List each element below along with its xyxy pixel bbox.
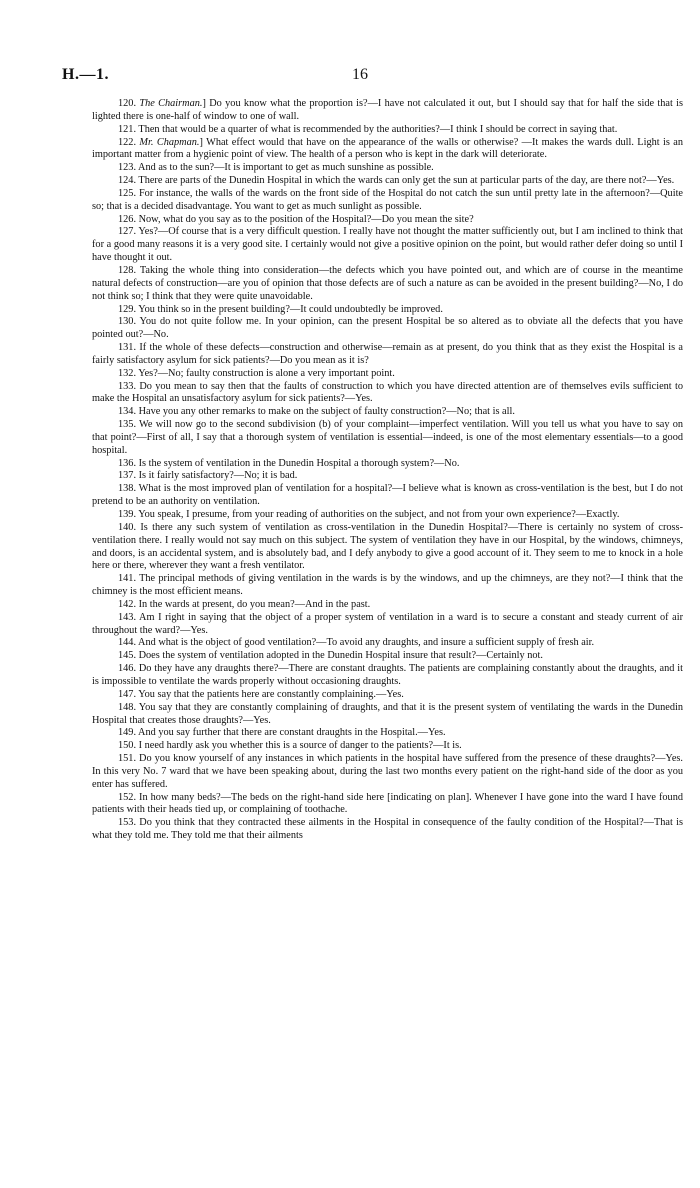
speaker-label: The Chairman. — [139, 98, 203, 109]
paragraph-q123: 123. And as to the sun?—It is important to get as much sunshine as possible. — [118, 162, 434, 174]
paragraph-q145: 145. Does the system of ventilation adopted in the Dunedin Hospital insure that result?—Certainly not. — [118, 650, 543, 662]
paragraph-q142: 142. In the wards at present, do you mean?—And in the past. — [118, 598, 371, 610]
paragraph-q129: 129. You think so in the present building?—It could undoubtedly be improved. — [118, 303, 443, 315]
paragraph-q144: 144. And what is the object of good ventilation?—To avoid any draughts, and insure a sufficient supply of fresh air. — [118, 637, 595, 649]
paragraph-q136: 136. Is the system of ventilation in the Dunedin Hospital a thorough system?—No. — [118, 457, 460, 469]
paragraph-q128: 128. Taking the whole thing into consideration—the defects which you have pointed out, and which are of course in the meantime natural defects of construction—are you of opinion that those defects are of such a nature as can be avoided in the present building?—No, I do not think so; I think that they were quite unavoidable. — [92, 264, 683, 302]
paragraph-q143: 143. Am I right in saying that the object of a proper system of ventilation in a ward is to secure a constant and steady current of air throughout the ward?—Yes. — [92, 611, 683, 636]
paragraph-q139: 139. You speak, I presume, from your reading of authorities on the subject, and not from your own experience?—Exactly. — [118, 509, 620, 520]
paragraph-q152: 152. In how many beds?—The beds on the right-hand side here [indicating on plan]. Whenever I have gone into the ward I have found patients with their heads tied up, or complaining of toothache. — [92, 791, 683, 816]
paragraph-q132: 132. Yes?—No; faulty construction is alone a very important point. — [118, 367, 395, 379]
paragraph-q127: 127. Yes?—Of course that is a very difficult question. I really have not thought the matter sufficiently out, but I am inclined to think that for a good many reasons it is a very good site. I certainly would not give a positive opinion on the point, but would rather defer doing so until I have thought it out. — [92, 226, 683, 264]
testimony-body — [92, 98, 683, 843]
paragraph-q141: 141. The principal methods of giving ventilation in the wards is by the windows, and up the chimneys, are they not?—I think that the chimney is the most efficient means. — [92, 573, 683, 598]
paragraph-q138: 138. What is the most improved plan of ventilation for a hospital?—I believe what is known as cross-ventilation is the best, but I do not pretend to be an authority on ventilation. — [92, 483, 683, 508]
paragraph-q137: 137. Is it fairly satisfactory?—No; it is bad. — [118, 470, 298, 482]
page-number: 16 — [352, 66, 368, 83]
paragraph-q125: 125. For instance, the walls of the wards on the front side of the Hospital do not catch the sun until pretty late in the afternoon?—Quite so; that is a decided disadvantage. You want to get as much sunlight as possible. — [92, 187, 683, 212]
paragraph-q133: 133. Do you mean to say then that the faults of construction to which you have directed attention are of themselves evils sufficient to make the Hospital an unsatisfactory asylum for sick patients?—Yes. — [92, 380, 683, 405]
paragraph-q122 — [92, 137, 683, 163]
paragraph-q153: 153. Do you think that they contracted these ailments in the Hospital in consequence of the faulty condition of the Hospital?—That is what they told me. They told me that their ailments — [92, 817, 683, 842]
paragraph-q120 — [92, 98, 683, 124]
paragraph-q146: 146. Do they have any draughts there?—There are constant draughts. The patients are complaining constantly about the draughts, and it is impossible to ventilate the wards properly without occasioning draughts. — [92, 663, 683, 687]
speaker-label: Mr. Chapman. — [139, 136, 200, 148]
paragraph-q148: 148. You say that they are constantly complaining of draughts, and that it is the present system of ventilating the wards in the Dunedin Hospital that creates those draughts?—Yes. — [92, 701, 683, 726]
paragraph-q134: 134. Have you any other remarks to make on the subject of faulty construction?—No; that is all. — [118, 406, 515, 418]
question-number: 122. — [118, 136, 140, 148]
paragraph-q149: 149. And you say further that there are constant draughts in the Hospital.—Yes. — [118, 727, 446, 739]
paragraph-q126: 126. Now, what do you say as to the position of the Hospital?—Do you mean the site? — [118, 213, 474, 225]
paragraph-q124: 124. There are parts of the Dunedin Hospital in which the wards can only get the sun at particular parts of the day, are there not?—Yes. — [118, 175, 675, 187]
paragraph-q150: 150. I need hardly ask you whether this is a source of danger to the patients?—It is. — [118, 740, 462, 752]
paragraph-q130: 130. You do not quite follow me. In your opinion, can the present Hospital be so altered as to obviate all the defects that you have pointed out?—No. — [92, 316, 683, 341]
report-reference: H.—1. — [62, 66, 109, 83]
paragraph-q121: 121. Then that would be a quarter of what is recommended by the authorities?—I think I should be correct in saying that. — [118, 123, 618, 135]
paragraph-text: ] What effect would that have on the appearance of the walls or otherwise? —It makes the wards dull. Light is an important matter from a hygienic point of view. The health of a person who is kept in the dark will deteriorate. — [92, 136, 684, 161]
question-number: 120. — [118, 98, 140, 109]
paragraph-q151: 151. Do you know yourself of any instances in which patients in the hospital have suffered from the presence of these draughts?—Yes. In this very No. 7 ward that we have been speaking about, during the last two months every patient on the right-hand side of the door as you enter has suffered. — [92, 753, 683, 790]
paragraph-q135: 135. We will now go to the second subdivision (b) of your complaint—imperfect ventilation. Will you tell us what you have to say on that point?—First of all, I say that a thorough system of ventilation is essential—indeed, is one of the most elementary essentials—to a good hospital. — [92, 419, 683, 456]
paragraph-q147: 147. You say that the patients here are constantly complaining.—Yes. — [118, 688, 404, 700]
paragraph-text: ] Do you know what the proportion is?—I have not calculated it out, but I should say that for half the side that is lighted there is one-half of window to one of wall. — [92, 98, 684, 122]
paragraph-q140: 140. Is there any such system of ventilation as cross-ventilation in the Dunedin Hospital?—There is certainly no system of cross-ventilation there. I really would not say much on this subject. The system of ventilation they have in our Hospital, by the windows, chimneys, and doors, is an accidental system, and is absolutely bad, and I defy anybody to give a good account of it. They seem to me to knock in a hole here or there, wherever they want a fresh ventilator. — [92, 521, 683, 572]
paragraph-q131: 131. If the whole of these defects—construction and otherwise—remain as at present, do you think that as they exist the Hospital is a fairly satisfactory asylum for sick patients?—Do you mean as it is? — [92, 342, 683, 366]
